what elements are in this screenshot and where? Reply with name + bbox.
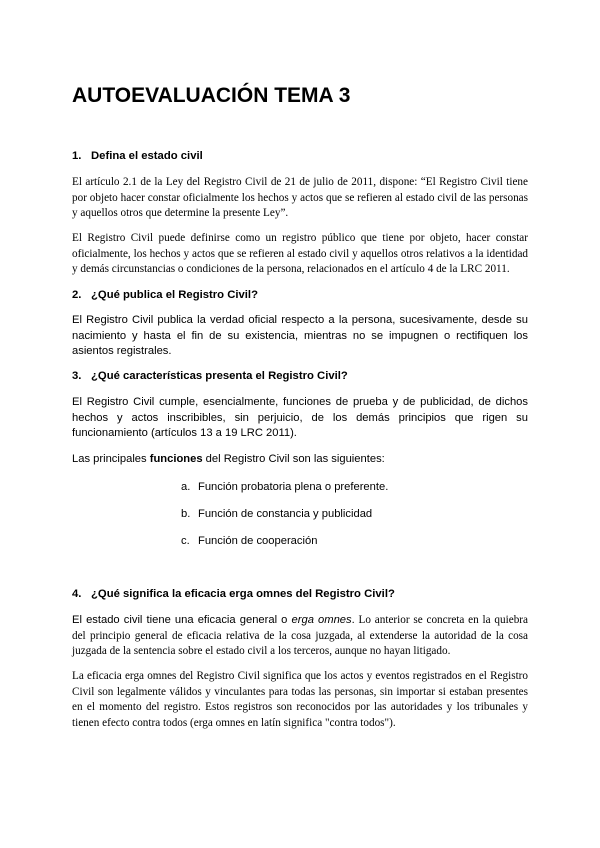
paragraph-sans-text: El estado civil tiene una eficacia general o — [72, 614, 292, 626]
section-4-paragraph-2: La eficacia erga omnes del Registro Civil significa que los actos y eventos registrados en el Registro Civil son legalmente válidos y vinculantes para todas las personas, sin importar si estaban presentes en el momento del registro. Estos registros son reconocidos por las autoridades y los tribunales y tienen efecto contra todos (erga omnes en latín significa "contra todos"). — [72, 670, 528, 729]
section-number: 1. — [72, 150, 82, 162]
section-heading-text: ¿Qué características presenta el Registro Civil? — [91, 370, 348, 382]
intro-text: Las principales — [72, 453, 150, 465]
paragraph-italic-text: erga omnes — [291, 614, 352, 626]
section-heading-text: ¿Qué significa la eficacia erga omnes del Registro Civil? — [91, 588, 395, 600]
section-number: 2. — [72, 289, 82, 301]
list-marker: c. — [181, 535, 190, 547]
section-4-paragraph-1 — [72, 613, 528, 660]
list-item-text: Función de cooperación — [198, 535, 318, 547]
section-heading-text: ¿Qué publica el Registro Civil? — [91, 289, 258, 301]
list-marker: b. — [181, 508, 191, 520]
section-3-intro — [72, 452, 528, 468]
paragraph-sans-end: . — [351, 614, 355, 626]
intro-text-end: del Registro Civil son las siguientes: — [202, 453, 385, 465]
section-3-heading — [72, 370, 348, 382]
section-number: 4. — [72, 588, 82, 600]
intro-bold-text: funciones — [149, 453, 203, 465]
list-item — [181, 481, 388, 493]
section-1-paragraph-1: El artículo 2.1 de la Ley del Registro Civil de 21 de julio de 2011, dispone: “El Registro Civil tiene por objeto hacer constar oficialmente los hechos y actos que se refieren al estado civil de las personas y aquellos otros que determine la presente Ley”. — [72, 176, 528, 219]
section-number: 3. — [72, 370, 82, 382]
page-title: AUTOEVALUACIÓN TEMA 3 — [72, 84, 351, 107]
list-item — [181, 535, 317, 547]
list-item-text: Función probatoria plena o preferente. — [198, 481, 389, 493]
list-item — [181, 508, 372, 520]
section-3-paragraph-1: El Registro Civil cumple, esencialmente, funciones de prueba y de publicidad, de dichos hechos y actos inscribibles, sin perjuicio, de los demás principios que rigen su funcionamiento (artículos 13 a 19 LRC 2011). — [72, 396, 528, 440]
paragraph-serif-text: Lo anterior se concreta en la quiebra del principio general de eficacia relativa de la cosa juzgada, al extenderse la autoridad de la cosa juzgada de la sentencia sobre el estado civil a los terceros, aunque no hayan litigado. — [72, 614, 528, 657]
list-item-text: Función de constancia y publicidad — [198, 508, 373, 520]
section-2-heading — [72, 289, 258, 301]
section-4-heading — [72, 588, 395, 600]
section-2-paragraph-1: El Registro Civil publica la verdad oficial respecto a la persona, sucesivamente, desde su nacimiento y hasta el fin de su existencia, mientras no se impugnen o rectifiquen los asientos registrales. — [72, 314, 528, 358]
section-1-heading — [72, 150, 203, 162]
section-1-paragraph-2: El Registro Civil puede definirse como un registro público que tiene por objeto, hacer constar oficialmente, los hechos y actos que se refieren al estado civil y aquellos otros relativos a la identidad y demás circunstancias o condiciones de la persona, relacionados en el artículo 4 de la LRC 2011. — [72, 232, 528, 275]
list-marker: a. — [181, 481, 191, 493]
section-heading-text: Defina el estado civil — [91, 150, 203, 162]
